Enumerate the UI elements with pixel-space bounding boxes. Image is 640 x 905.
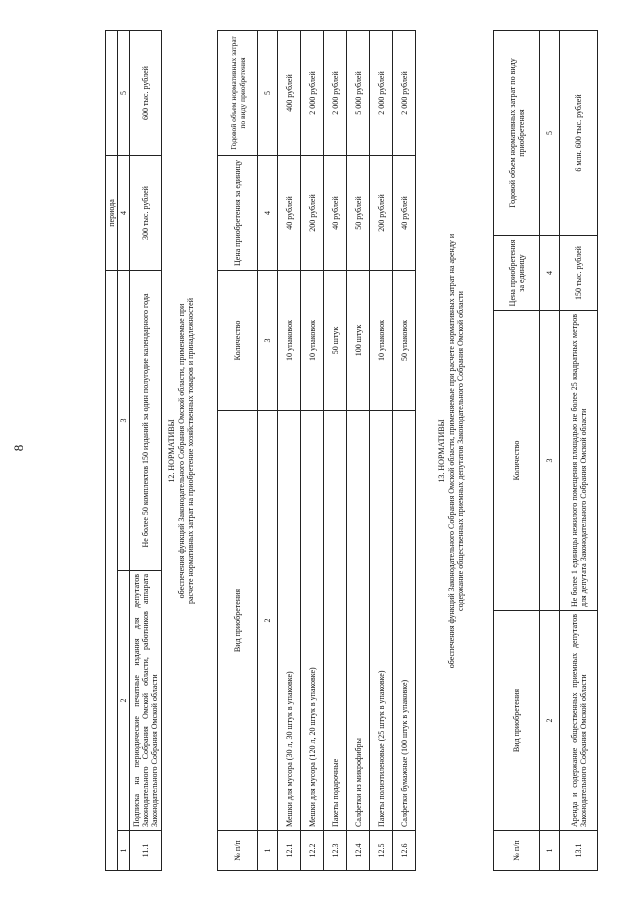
row-quantity: 50 упаковок xyxy=(393,271,416,411)
row-number: 12.6 xyxy=(393,831,416,871)
row-type: Пакеты подарочные xyxy=(324,411,347,831)
row-type: Мешки для мусора (120 л, 20 штук в упаковке) xyxy=(301,411,324,831)
row-price: 150 тыс. рублей xyxy=(560,236,598,311)
table-row xyxy=(278,31,301,871)
col-num-4: 4 xyxy=(118,155,130,270)
row-total: 2 000 рублей xyxy=(370,31,393,156)
row-quantity: 10 упаковок xyxy=(301,271,324,411)
row-quantity: 10 упаковок xyxy=(370,271,393,411)
table-11-section xyxy=(105,31,162,871)
col-num-1: 1 xyxy=(118,831,130,871)
row-price: 300 тыс. рублей xyxy=(130,155,162,270)
table-row xyxy=(130,30,162,870)
header-type: Вид приобретения xyxy=(218,411,258,831)
row-number: 12.5 xyxy=(370,831,393,871)
table-11-header-nums xyxy=(118,30,130,870)
header-price: Цена приобретения за единицу xyxy=(218,156,258,271)
col-num-1: 1 xyxy=(540,831,560,871)
table-row xyxy=(301,31,324,871)
col-num-5: 5 xyxy=(118,30,130,155)
row-price: 40 рублей xyxy=(393,156,416,271)
col-num-4: 4 xyxy=(540,236,560,311)
table-row xyxy=(324,31,347,871)
row-type: Аренда и содержание общественных приемных депутатов Законодательного Собрания Омской области xyxy=(560,611,598,831)
col-num-1: 1 xyxy=(258,831,278,871)
table-13-header xyxy=(494,31,540,871)
table-13-header-nums xyxy=(540,31,560,871)
header-type: Вид приобретения xyxy=(494,611,540,831)
col-num-3: 3 xyxy=(540,311,560,611)
col-num-2: 2 xyxy=(118,571,130,831)
row-price: 40 рублей xyxy=(324,156,347,271)
header-number: № п/п xyxy=(494,831,540,871)
section-13-title: 13. НОРМАТИВЫ xyxy=(437,419,446,483)
row-number: 12.1 xyxy=(278,831,301,871)
row-type: Подписка на периодические печатные издания для депутатов Законодательного Собрания Омской области, работников аппарата Законодательного Собрания Омской области xyxy=(130,571,162,831)
col-num-2: 2 xyxy=(540,611,560,831)
row-total: 5 000 рублей xyxy=(347,31,370,156)
row-type: Пакеты полиэтиленовые (25 штук в упаковке) xyxy=(370,411,393,831)
row-type: Салфетки бумажные (100 штук в упаковке) xyxy=(393,411,416,831)
table-13 xyxy=(493,30,598,871)
section-12-subtitle: обеспечения функций Законодательного Собрания Омской области, применяемые при расчете нормативных затрат на приобретение хозяйственных товаров и принадлежностей xyxy=(176,297,195,605)
row-type: Мешки для мусора (30 л, 30 штук в упаковке) xyxy=(278,411,301,831)
page-number: 8 xyxy=(11,444,26,452)
section-12-heading xyxy=(167,31,196,871)
table-13-section xyxy=(493,31,598,871)
header-quantity: Количество xyxy=(494,311,540,611)
table-11-header-top xyxy=(106,30,118,870)
col-num-3: 3 xyxy=(118,270,130,570)
header-top-empty-5 xyxy=(106,30,118,155)
header-total: Годовой объем нормативных затрат по виду приобретения xyxy=(494,31,540,236)
row-quantity: Не более 1 единицы нежилого помещения площадью не более 25 квадратных метров для депутата Законодательного Собрания Омской области xyxy=(560,311,598,611)
section-12-title: 12. НОРМАТИВЫ xyxy=(167,419,176,483)
table-11 xyxy=(105,30,162,871)
header-total: Годовой объем нормативных затрат по виду приобретения xyxy=(218,31,258,156)
row-number: 12.3 xyxy=(324,831,347,871)
table-12 xyxy=(217,30,416,871)
row-price: 200 рублей xyxy=(301,156,324,271)
row-quantity: Не более 50 комплектов 150 изданий за один полугодие календарного года xyxy=(130,270,162,570)
rotated-page-content xyxy=(101,31,640,871)
table-12-header-nums xyxy=(258,31,278,871)
row-type: Салфетки из микрофибры xyxy=(347,411,370,831)
row-total: 2 000 рублей xyxy=(301,31,324,156)
header-top-period: периода xyxy=(106,155,118,270)
row-price: 40 рублей xyxy=(278,156,301,271)
table-12-section xyxy=(217,31,416,871)
col-num-5: 5 xyxy=(540,31,560,236)
table-row xyxy=(393,31,416,871)
row-number: 12.2 xyxy=(301,831,324,871)
row-total: 2 000 рублей xyxy=(324,31,347,156)
row-quantity: 100 штук xyxy=(347,271,370,411)
row-number: 11.1 xyxy=(130,831,162,871)
row-total: 6 млн. 600 тыс. рублей xyxy=(560,31,598,236)
header-price: Цена приобретения за единицу xyxy=(494,236,540,311)
row-price: 200 рублей xyxy=(370,156,393,271)
col-num-2: 2 xyxy=(258,411,278,831)
row-price: 50 рублей xyxy=(347,156,370,271)
table-12-header xyxy=(218,31,258,871)
header-top-empty xyxy=(106,270,118,870)
table-row xyxy=(347,31,370,871)
header-number: № п/п xyxy=(218,831,258,871)
row-quantity: 10 упаковок xyxy=(278,271,301,411)
row-total: 600 тыс. рублей xyxy=(130,30,162,155)
row-number: 13.1 xyxy=(560,831,598,871)
section-13-subtitle: обеспечения функций Законодательного Собрания Омской области, применяемые при расчете нормативных затрат на аренду и содержание общественных приемных депутатов Законодательного Собрания Омской области xyxy=(446,233,465,669)
row-quantity: 50 штук xyxy=(324,271,347,411)
row-number: 12.4 xyxy=(347,831,370,871)
col-num-4: 4 xyxy=(258,156,278,271)
row-total: 400 рублей xyxy=(278,31,301,156)
table-row xyxy=(370,31,393,871)
col-num-3: 3 xyxy=(258,271,278,411)
header-quantity: Количество xyxy=(218,271,258,411)
section-13-heading xyxy=(437,31,466,871)
row-total: 2 000 рублей xyxy=(393,31,416,156)
col-num-5: 5 xyxy=(258,31,278,156)
table-row xyxy=(560,31,598,871)
